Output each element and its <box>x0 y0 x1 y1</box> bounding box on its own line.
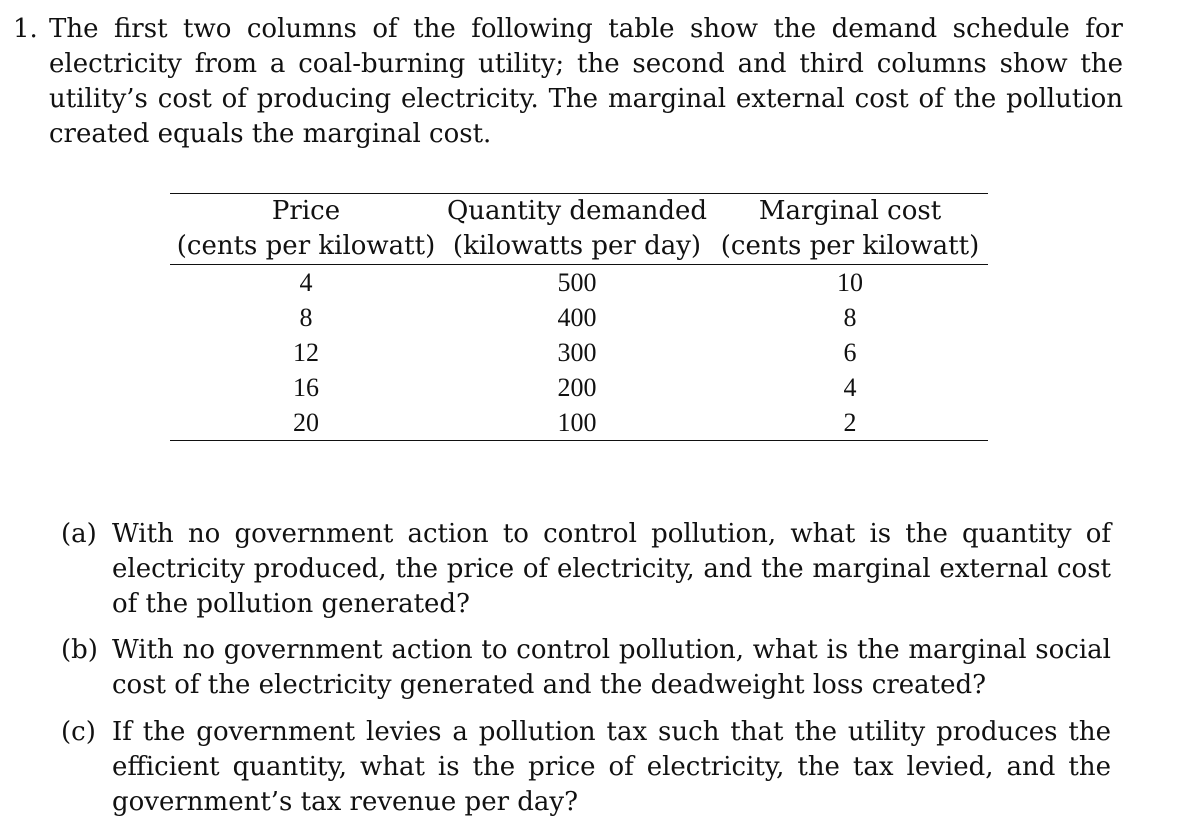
cell-marginal-cost: 6 <box>843 338 857 367</box>
subquestion-text: With no government action to control pollution, what is the quantity of electricity produced, the price of electricity, and the marginal external cost of the pollution generated? <box>112 519 1111 619</box>
cell-quantity: 300 <box>557 338 597 367</box>
subquestion-label: (c) <box>61 717 96 747</box>
table-row <box>170 370 988 405</box>
subquestion-text: With no government action to control pollution, what is the marginal social cost of the electricity generated and the deadweight loss created? <box>112 635 1111 700</box>
subquestion-a <box>61 517 1111 622</box>
header-marginal-cost-unit: (cents per kilowatt) <box>720 231 980 261</box>
table-row <box>170 405 988 441</box>
problem-number: 1. <box>13 14 38 44</box>
header-quantity-unit: (kilowatts per day) <box>452 231 702 261</box>
header-price: Price <box>271 196 341 226</box>
cell-marginal-cost: 8 <box>843 303 857 332</box>
cell-marginal-cost: 4 <box>843 373 857 402</box>
table-header-row-2 <box>170 229 988 265</box>
cell-price: 8 <box>299 303 313 332</box>
subquestion-b <box>61 633 1111 703</box>
cell-quantity: 400 <box>557 303 597 332</box>
subquestion-c <box>61 715 1111 820</box>
table-header-row-1 <box>170 194 988 230</box>
cell-marginal-cost: 2 <box>843 408 857 437</box>
table-row <box>170 335 988 370</box>
cell-price: 4 <box>299 268 313 297</box>
problem-text: The first two columns of the following table show the demand schedule for electricity from a coal-burning utility; the second and third columns show the utility’s cost of producing electricity. The marginal external cost of the pollution created equals the marginal cost. <box>49 14 1123 149</box>
header-price-unit: (cents per kilowatt) <box>176 231 436 261</box>
subquestion-text: If the government levies a pollution tax such that the utility produces the efficient quantity, what is the price of electricity, the tax levied, and the government’s tax revenue per day? <box>112 717 1111 817</box>
cell-price: 20 <box>293 408 319 437</box>
table-row <box>170 300 988 335</box>
cell-price: 16 <box>293 373 319 402</box>
header-quantity: Quantity demanded <box>446 196 708 226</box>
cell-quantity: 200 <box>557 373 597 402</box>
cell-price: 12 <box>293 338 319 367</box>
demand-cost-table <box>170 193 988 441</box>
cell-quantity: 500 <box>557 268 597 297</box>
cell-marginal-cost: 10 <box>837 268 863 297</box>
header-marginal-cost: Marginal cost <box>758 196 942 226</box>
problem-statement <box>13 12 1123 152</box>
table-row <box>170 265 988 301</box>
subquestion-label: (b) <box>61 635 98 665</box>
subquestion-label: (a) <box>61 519 97 549</box>
cell-quantity: 100 <box>557 408 597 437</box>
